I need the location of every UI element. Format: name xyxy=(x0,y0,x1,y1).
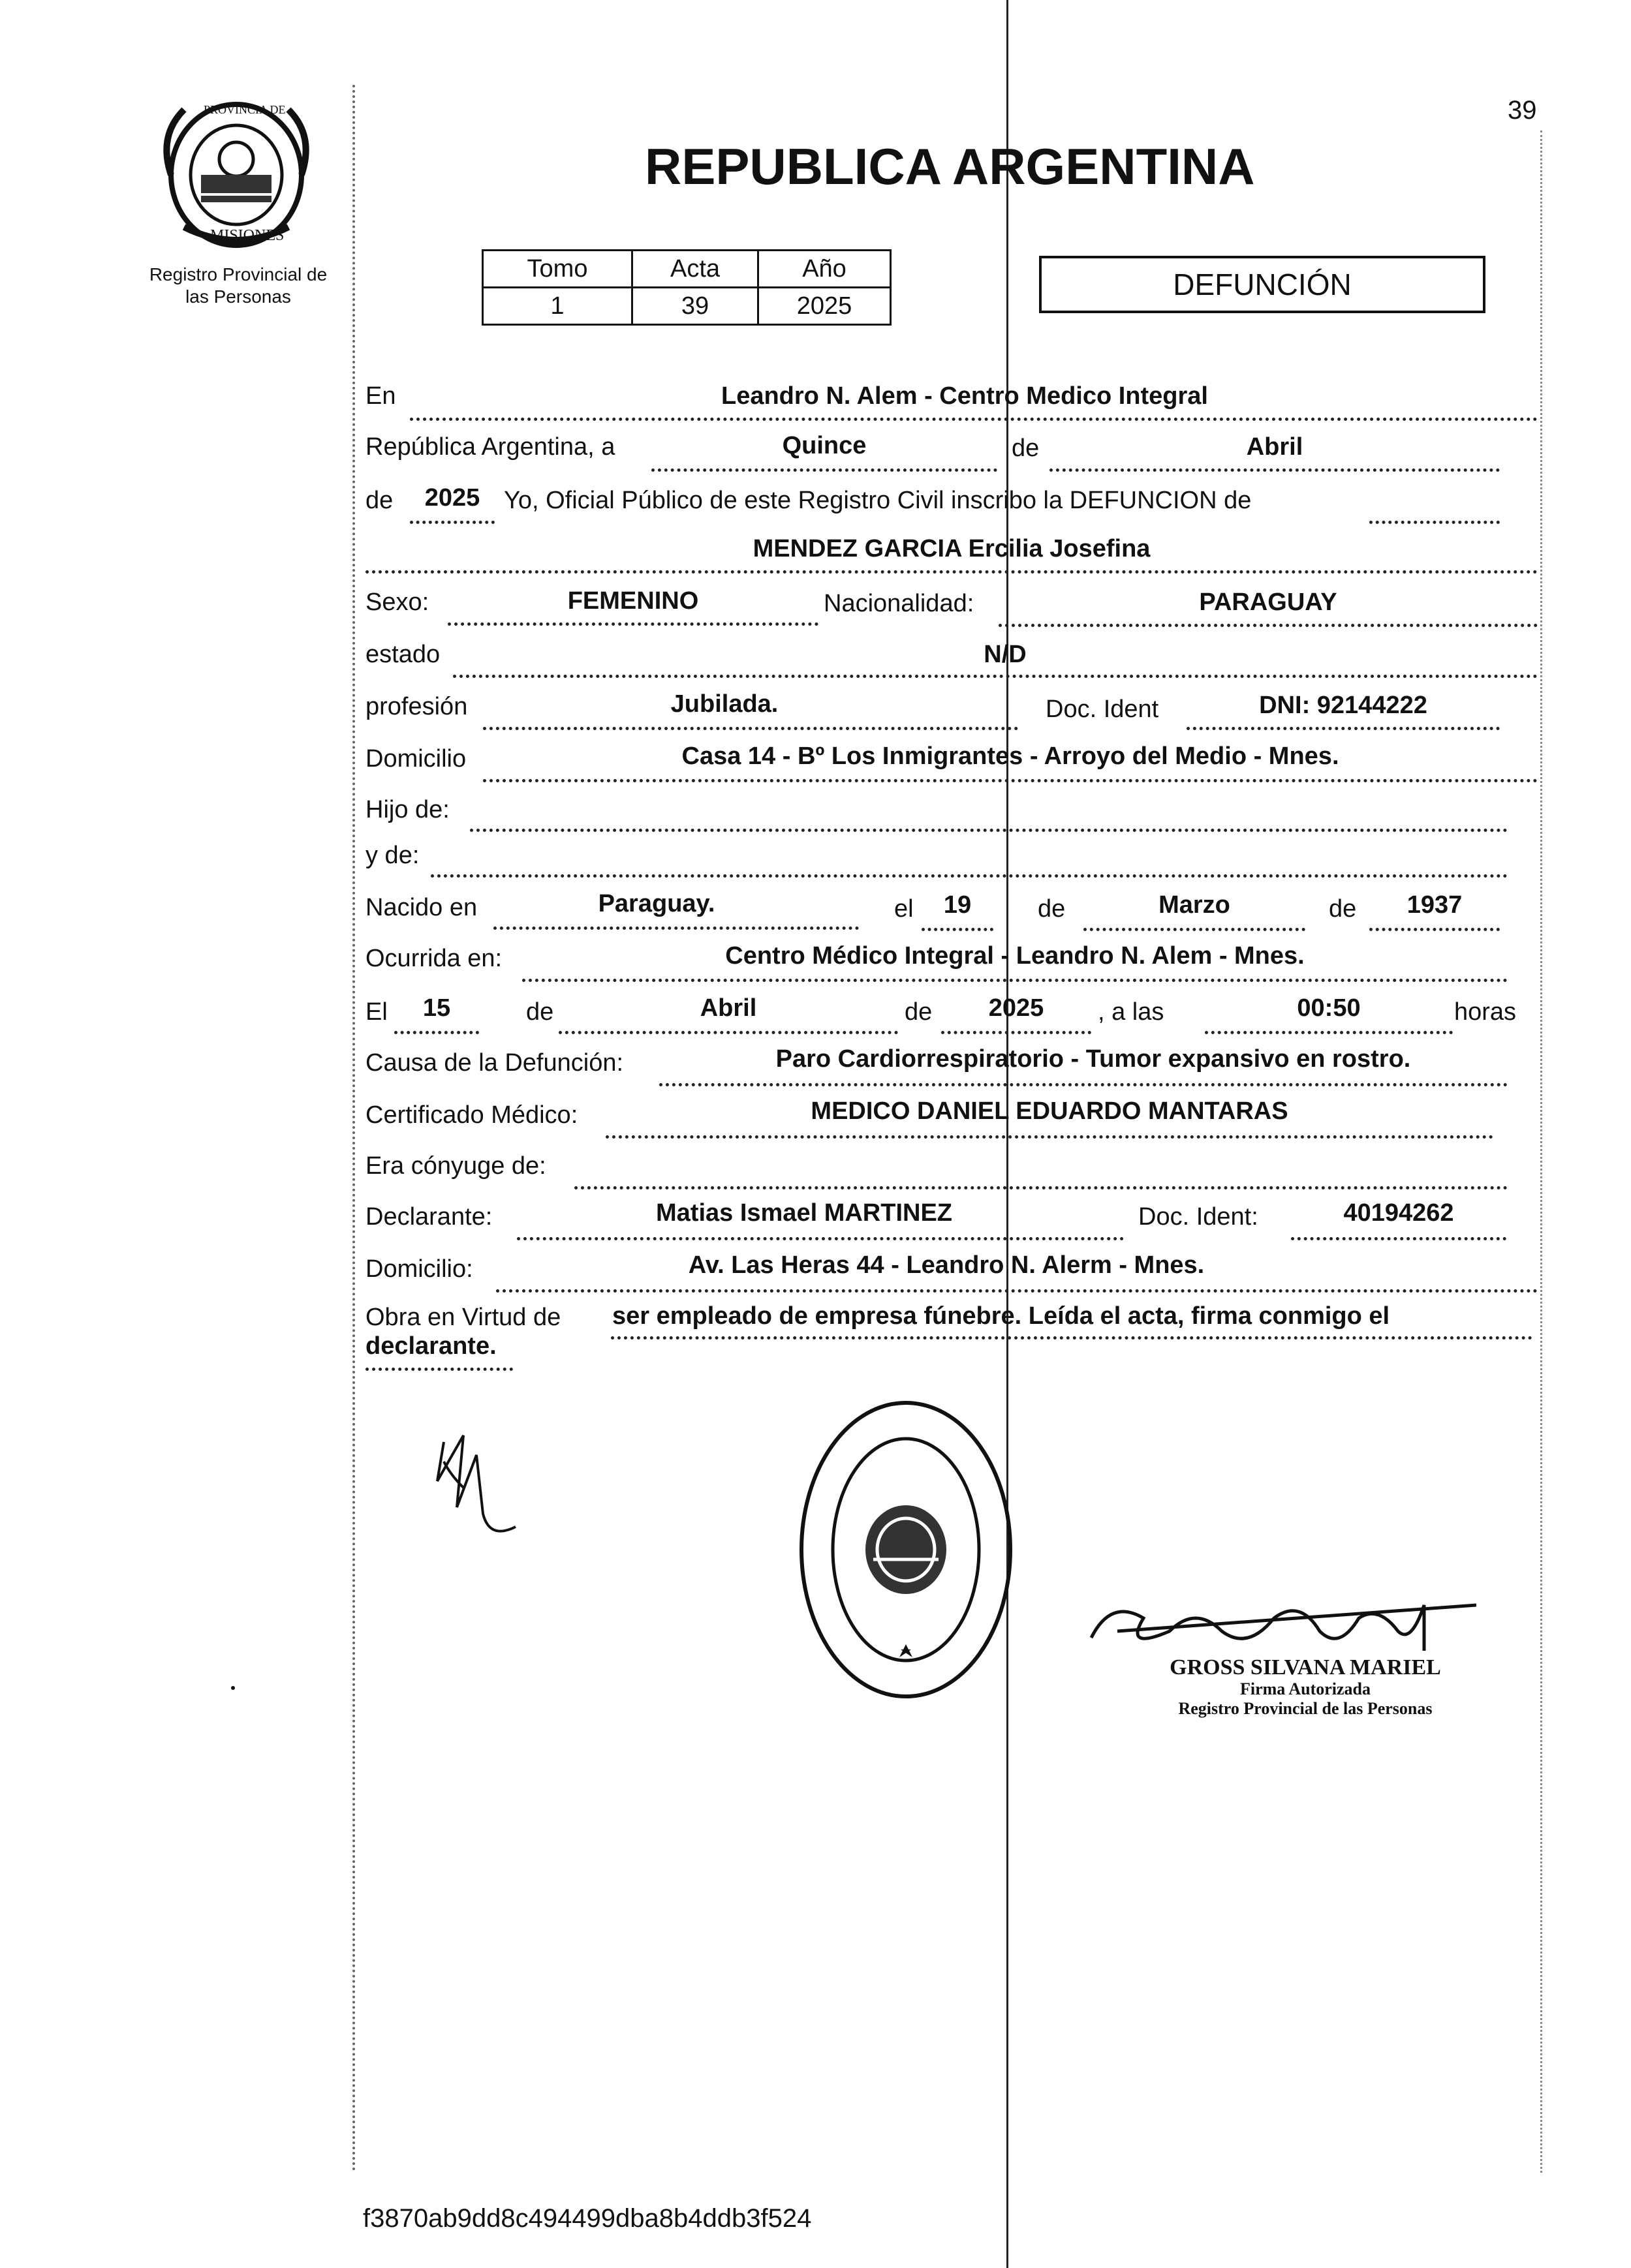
birth-year: 1937 xyxy=(1406,891,1463,919)
birth-el-label: el xyxy=(894,895,914,923)
birth-year-de-label: de xyxy=(1329,895,1357,923)
tomo-value: 1 xyxy=(483,288,632,325)
declarant-value: Matias Ismael MARTINEZ xyxy=(656,1199,952,1227)
born-in-value: Paraguay. xyxy=(598,890,715,917)
cause-value: Paro Cardiorrespiratorio - Tumor expansivo en rostro. xyxy=(775,1045,1411,1073)
emblem-top-text: PROVINCIA DE xyxy=(204,103,286,116)
country-date-label: República Argentina, a xyxy=(365,433,615,461)
declarant-signature xyxy=(424,1416,542,1546)
civil-status-label: estado xyxy=(365,641,441,668)
authorized-signature xyxy=(1085,1592,1476,1664)
sex-label: Sexo: xyxy=(365,589,429,616)
basis-line1: ser empleado de empresa fúnebre. Leída el acta, firma conmigo el xyxy=(612,1302,1390,1330)
time-label: , a las xyxy=(1098,998,1164,1026)
certificate-value: MEDICO DANIEL EDUARDO MANTARAS xyxy=(811,1097,1288,1125)
right-margin-line xyxy=(1540,130,1542,2173)
death-day: 15 xyxy=(422,994,451,1022)
spouse-label: Era cónyuge de: xyxy=(365,1152,546,1180)
nationality-label: Nacionalidad: xyxy=(824,590,974,617)
declarant-doc-value: 40194262 xyxy=(1343,1199,1454,1227)
day-words: Quince xyxy=(782,432,867,459)
child-of-label: Hijo de: xyxy=(365,796,450,823)
hours-label: horas xyxy=(1454,998,1517,1026)
document-hash: f3870ab9dd8c494499dba8b4ddb3f524 xyxy=(363,2204,812,2233)
basis-line2: declarante. xyxy=(365,1332,497,1360)
declarant-label: Declarante: xyxy=(365,1203,493,1231)
record-table xyxy=(482,249,892,326)
birth-month-de-label: de xyxy=(1038,895,1066,923)
basis-label: Obra en Virtud de xyxy=(365,1304,561,1331)
sex-value: FEMENINO xyxy=(567,587,699,615)
cause-label: Causa de la Defunción: xyxy=(365,1049,624,1077)
declarant-address-label: Domicilio: xyxy=(365,1255,473,1283)
death-time: 00:50 xyxy=(1297,994,1361,1022)
nationality-value: PARAGUAY xyxy=(1199,589,1337,616)
civil-status-value: N/D xyxy=(984,641,1027,668)
death-month: Abril xyxy=(700,994,757,1022)
doc-value: DNI: 92144222 xyxy=(1259,692,1427,719)
month-de-label: de xyxy=(1012,435,1040,462)
fold-line xyxy=(1006,0,1008,2268)
occurred-value: Centro Médico Integral - Leandro N. Alem - Mnes. xyxy=(725,942,1305,970)
doc-label: Doc. Ident xyxy=(1046,696,1159,723)
month-value: Abril xyxy=(1246,433,1303,461)
year-de-label: de xyxy=(365,487,394,514)
acta-value: 39 xyxy=(632,288,758,325)
page-number: 39 xyxy=(1508,96,1537,125)
signatory-title: Firma Autorizada xyxy=(1239,1679,1371,1698)
address-value: Casa 14 - Bº Los Inmigrantes - Arroyo del Medio - Mnes. xyxy=(681,743,1339,770)
death-el-label: El xyxy=(365,998,388,1026)
death-month-de-label: de xyxy=(526,998,554,1026)
declarant-address-value: Av. Las Heras 44 - Leandro N. Alerm - Mnes. xyxy=(688,1251,1205,1279)
place-label: En xyxy=(365,382,396,410)
occurred-label: Ocurrida en: xyxy=(365,945,503,972)
signatory-name: GROSS SILVANA MARIEL xyxy=(1170,1655,1441,1679)
and-of-label: y de: xyxy=(365,842,420,869)
address-label: Domicilio xyxy=(365,745,467,773)
registry-name: Registro Provincial de las Personas xyxy=(149,264,328,307)
death-year-de-label: de xyxy=(905,998,933,1026)
signatory-block xyxy=(1110,1656,1501,1719)
born-in-label: Nacido en xyxy=(365,894,478,921)
anio-header: Año xyxy=(758,251,891,288)
page-title: REPUBLICA ARGENTINA xyxy=(645,138,1255,195)
official-text: Yo, Oficial Público de este Registro Civil inscribo la DEFUNCION de xyxy=(504,487,1252,514)
declarant-doc-label: Doc. Ident: xyxy=(1138,1203,1258,1231)
stray-mark xyxy=(231,1686,235,1690)
acta-header: Acta xyxy=(632,251,758,288)
profession-value: Jubilada. xyxy=(670,690,779,718)
profession-label: profesión xyxy=(365,693,468,720)
birth-month: Marzo xyxy=(1158,891,1230,919)
death-year: 2025 xyxy=(988,994,1044,1022)
place-value: Leandro N. Alem - Centro Medico Integral xyxy=(721,382,1208,410)
anio-value: 2025 xyxy=(758,288,891,325)
certificate-label: Certificado Médico: xyxy=(365,1101,578,1129)
signatory-org: Registro Provincial de las Personas xyxy=(1178,1699,1433,1718)
left-margin-line xyxy=(352,85,355,2173)
official-stamp xyxy=(795,1396,1017,1703)
tomo-header: Tomo xyxy=(483,251,632,288)
emblem-bottom-text: MISIONES xyxy=(210,227,285,244)
year-value: 2025 xyxy=(424,484,480,512)
record-type-box: DEFUNCIÓN xyxy=(1039,256,1485,313)
birth-day: 19 xyxy=(943,891,972,919)
misiones-emblem xyxy=(158,97,315,253)
deceased-name: MENDEZ GARCIA Ercilia Josefina xyxy=(753,535,1151,562)
